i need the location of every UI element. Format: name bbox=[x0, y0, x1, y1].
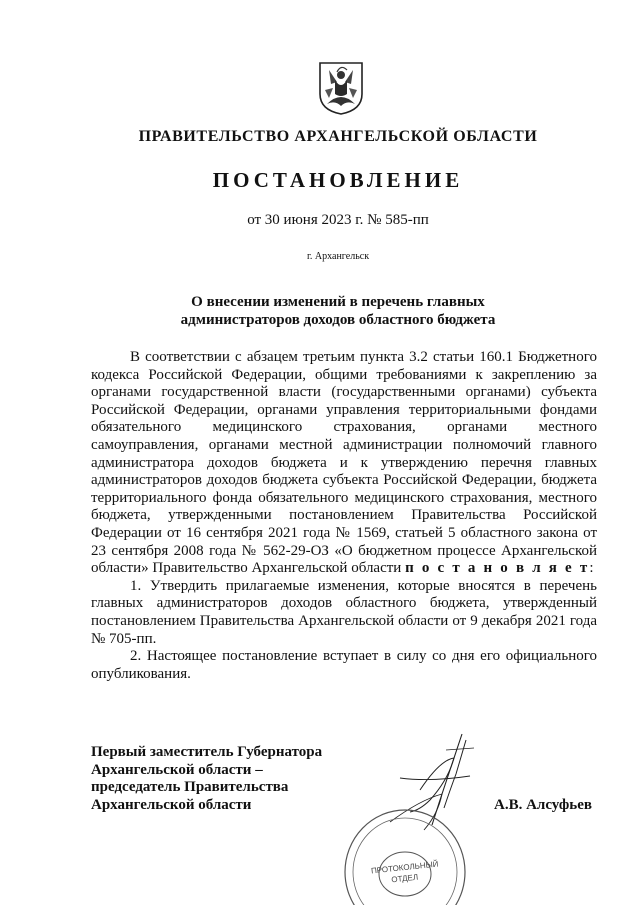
stamp-text-line-1: ПРОТОКОЛЬНЫЙ bbox=[370, 859, 439, 876]
subject-line-1: О внесении изменений в перечень главных bbox=[191, 294, 485, 310]
subject-line-2: администраторов доходов областного бюджета bbox=[180, 312, 496, 328]
official-stamp bbox=[340, 800, 470, 905]
document-city: г. Архангельск bbox=[306, 251, 370, 262]
document-body bbox=[91, 349, 597, 683]
stamp-text-line-2: ОТДЕЛ bbox=[390, 872, 419, 885]
document-type-heading: ПОСТАНОВЛЕНИЕ bbox=[212, 168, 464, 192]
item-1-paragraph: 1. Утвердить прилагаемые изменения, которые вносятся в перечень главных администраторов доходов областного бюджета, утвержденный постановлением Правительства Архангельской области от 9 декабря 2021 года № 705-пп. bbox=[91, 577, 597, 647]
document-subject bbox=[0, 293, 640, 329]
signatory-line-1: Первый заместитель Губернатора bbox=[91, 744, 323, 760]
preamble-text: В соответствии с абзацем третьим пункта 3.2 статьи 160.1 Бюджетного кодекса Российской Федерации, общими требованиями к закреплению за органами государственной власти (государственными органами) субъекта Российской Федерации, органами управления территориальными фондами обязательного медицинского страхования, органами местного самоуправления, органами местной администрации полномочий главного администратора доходов бюджета и к утверждению перечня главных администраторов доходов бюджета субъекта Российской Федерации, бюджета территориального фонда обязательного медицинского страхования, местного бюджета, утвержденными постановлением Правительства Российской Федерации от 16 сентября 2021 года № 1569, статьей 5 областного закона от 23 сентября 2008 года № 562-29-ОЗ «О бюджетном процессе Архангельской области» Правительство Архангельской области bbox=[91, 349, 597, 577]
signatory-name: А.В. Алсуфьев bbox=[494, 797, 592, 813]
signatory-position bbox=[91, 744, 322, 814]
decree-word: п о с т а н о в л я е т bbox=[405, 560, 590, 577]
signatory-line-2: Архангельской области – bbox=[91, 761, 263, 778]
item-2-paragraph: 2. Настоящее постановление вступает в силу со дня его официального опубликования. bbox=[91, 648, 597, 682]
signatory-line-3: председатель Правительства bbox=[91, 779, 289, 795]
signatory-line-4: Архангельской области bbox=[91, 796, 252, 813]
coat-of-arms-icon bbox=[317, 60, 365, 116]
document-date-number: от 30 июня 2023 г. № 585-пп bbox=[247, 212, 429, 228]
preamble-paragraph bbox=[91, 349, 597, 578]
government-title: ПРАВИТЕЛЬСТВО АРХАНГЕЛЬСКОЙ ОБЛАСТИ bbox=[138, 128, 538, 145]
decree-colon: : bbox=[589, 560, 594, 577]
